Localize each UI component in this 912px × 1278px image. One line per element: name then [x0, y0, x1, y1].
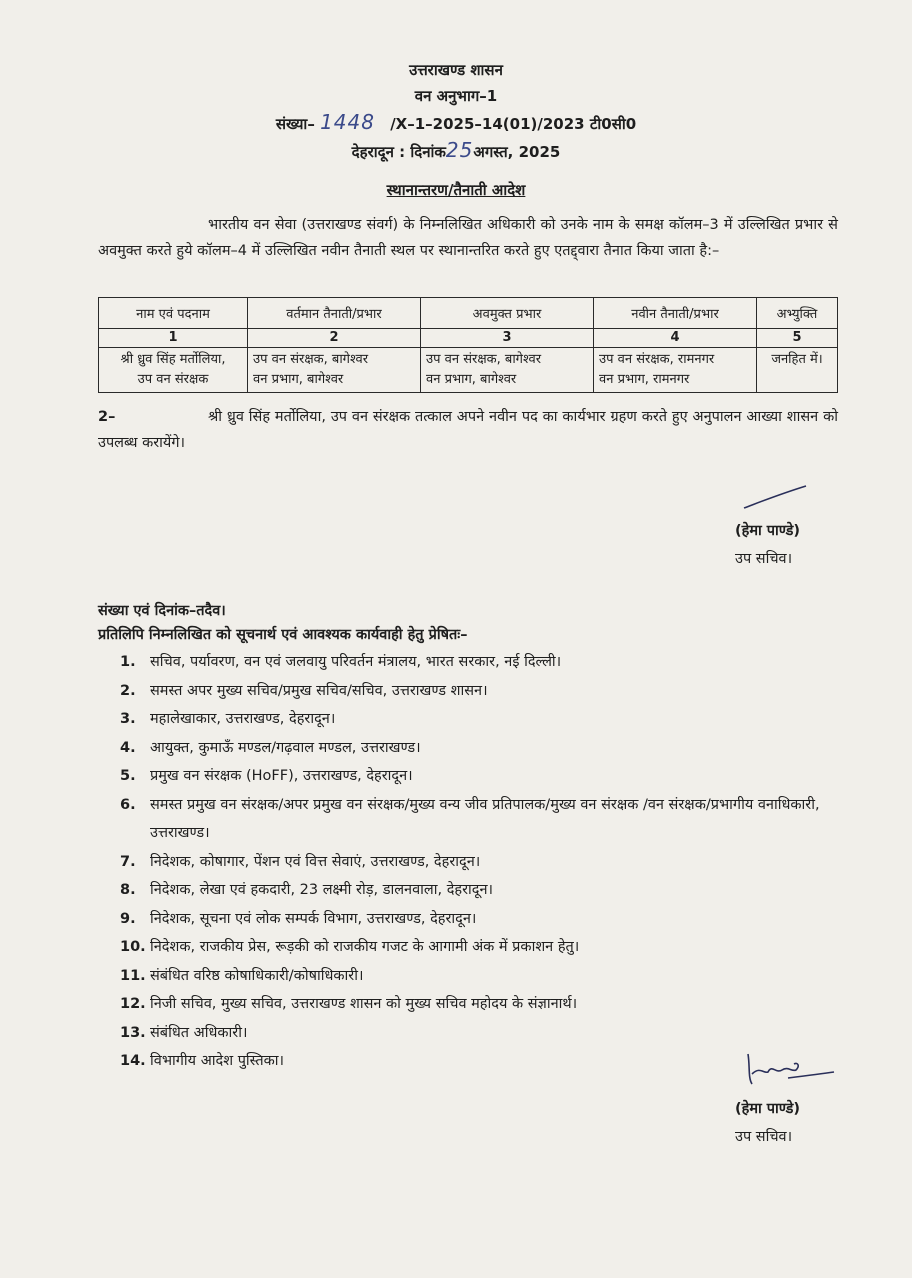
- recipient-list: [120, 648, 860, 1076]
- list-item: [120, 990, 860, 1019]
- order-date: [0, 138, 912, 162]
- list-item-text: विभागीय आदेश पुस्तिका।: [150, 1053, 284, 1069]
- list-item-text: निदेशक, कोषागार, पेंशन एवं वित्त सेवाएं, उत्तराखण्ड, देहरादून।: [150, 853, 481, 870]
- list-item: [120, 933, 860, 962]
- column-number: 4: [594, 329, 757, 348]
- list-item: [120, 791, 860, 848]
- list-item-text: प्रमुख वन संरक्षक (HoFF), उत्तराखण्ड, देहरादून।: [150, 768, 413, 784]
- order-title: स्थानान्तरण/तैनाती आदेश: [386, 181, 526, 199]
- new-posting-line1: उप वन संरक्षक, रामनगर: [599, 352, 715, 367]
- list-item-text: महालेखाकार, उत्तराखण्ड, देहरादून।: [150, 711, 336, 727]
- copy-to-heading: प्रतिलिपि निम्नलिखित को सूचनार्थ एवं आवश्यक कार्यवाही हेतु प्रेषितः–: [98, 627, 468, 643]
- copy-reference: संख्या एवं दिनांक–तदैव।: [98, 603, 226, 619]
- officer-name: श्री ध्रुव सिंह मर्तोलिया,: [120, 352, 226, 367]
- table-header-cell: अवमुक्त प्रभार: [421, 298, 594, 329]
- column-number: 5: [757, 329, 838, 348]
- table-header-cell: नवीन तैनाती/प्रभार: [594, 298, 757, 329]
- order-number-prefix: संख्या–: [275, 115, 315, 133]
- list-item-number: 14.: [120, 1053, 146, 1069]
- relieved-charge-cell: [421, 348, 594, 393]
- table-header-row: [99, 298, 838, 329]
- order-date-suffix: अगस्त, 2025: [473, 143, 561, 161]
- order-number: [0, 110, 912, 134]
- section-heading: वन अनुभाग–1: [414, 87, 498, 105]
- list-item-number: 4.: [120, 739, 136, 756]
- list-item-text: आयुक्त, कुमाऊँ मण्डल/गढ़वाल मण्डल, उत्तराखण्ड।: [150, 739, 421, 756]
- relieved-charge-line2: वन प्रभाग, बागेश्वर: [426, 372, 517, 387]
- signature-stroke-2: [738, 1044, 838, 1090]
- column-number: 3: [421, 329, 594, 348]
- transfer-table: [98, 297, 838, 393]
- paragraph-2-number: 2–: [98, 409, 116, 425]
- list-item-number: 8.: [120, 882, 136, 898]
- list-item-number: 3.: [120, 711, 136, 727]
- table-header-cell: अभ्युक्ति: [757, 298, 838, 329]
- officer-name-cell: [99, 348, 248, 393]
- list-item-text: समस्त अपर मुख्य सचिव/प्रमुख सचिव/सचिव, उत्तराखण्ड शासन।: [150, 682, 488, 699]
- order-date-prefix: देहरादून : दिनांक: [351, 143, 446, 161]
- paragraph-2-text: श्री ध्रुव सिंह मर्तोलिया, उप वन संरक्षक तत्काल अपने नवीन पद का कार्यभार ग्रहण करते हुए अनुपालन आख्या शासन को उपलब्ध करायेंगे।: [98, 409, 838, 451]
- signatory-designation-1: उप सचिव।: [735, 551, 793, 567]
- new-posting-line2: वन प्रभाग, रामनगर: [599, 372, 690, 387]
- order-date-handwritten: 25: [445, 138, 474, 162]
- paragraph-2: [98, 404, 838, 456]
- list-item-text: सचिव, पर्यावरण, वन एवं जलवायु परिवर्तन मंत्रालय, भारत सरकार, नई दिल्ली।: [150, 654, 562, 670]
- order-number-suffix: /X–1–2025–14(01)/2023 टी0सी0: [390, 115, 637, 133]
- column-number: 2: [248, 329, 421, 348]
- list-item-number: 7.: [120, 853, 136, 870]
- list-item-text: निजी सचिव, मुख्य सचिव, उत्तराखण्ड शासन को मुख्य सचिव महोदय के संज्ञानार्थ।: [150, 996, 578, 1012]
- relieved-charge-line1: उप वन संरक्षक, बागेश्वर: [426, 352, 542, 367]
- govt-heading: उत्तराखण्ड शासन: [409, 61, 503, 79]
- list-item: [120, 734, 860, 763]
- signatory-designation-2: उप सचिव।: [735, 1129, 793, 1145]
- new-posting-cell: [594, 348, 757, 393]
- officer-designation: उप वन संरक्षक: [137, 372, 209, 387]
- signatory-name-1: (हेमा पाण्डे): [735, 523, 801, 539]
- list-item-number: 5.: [120, 768, 136, 784]
- list-item-text: संबंधित वरिष्ठ कोषाधिकारी/कोषाधिकारी।: [150, 967, 364, 984]
- list-item: [120, 677, 860, 706]
- list-item-number: 11.: [120, 967, 146, 984]
- signature-stroke-1: [740, 482, 810, 512]
- list-item: [120, 648, 860, 677]
- table-header-cell: वर्तमान तैनाती/प्रभार: [248, 298, 421, 329]
- list-item-text: निदेशक, राजकीय प्रेस, रूड़की को राजकीय गजट के आगामी अंक में प्रकाशन हेतु।: [150, 939, 580, 955]
- list-item: [120, 705, 860, 734]
- list-item: [120, 905, 860, 934]
- list-item: [120, 762, 860, 791]
- column-number: 1: [99, 329, 248, 348]
- list-item-number: 10.: [120, 939, 146, 955]
- remarks-cell: जनहित में।: [757, 348, 838, 393]
- list-item-number: 13.: [120, 1024, 146, 1041]
- list-item: [120, 1019, 860, 1048]
- list-item-number: 2.: [120, 682, 136, 699]
- current-posting-line1: उप वन संरक्षक, बागेश्वर: [253, 352, 369, 367]
- table-number-row: [99, 329, 838, 348]
- table-header-cell: नाम एवं पदनाम: [99, 298, 248, 329]
- list-item: [120, 848, 860, 877]
- list-item-number: 9.: [120, 910, 136, 927]
- list-item: [120, 962, 860, 991]
- current-posting-cell: [248, 348, 421, 393]
- list-item-text: संबंधित अधिकारी।: [150, 1024, 248, 1041]
- table-row: [99, 348, 838, 393]
- intro-paragraph: भारतीय वन सेवा (उत्तराखण्ड संवर्ग) के निम्नलिखित अधिकारी को उनके नाम के समक्ष कॉलम–3 में उल्लिखित प्रभार से अवमुक्त करते हुये कॉलम–4 में उल्लिखित नवीन तैनाती स्थल पर स्थानान्तरित करते हुए एतद्द्वारा तैनात किया जाता है:–: [98, 217, 838, 259]
- signatory-name-2: (हेमा पाण्डे): [735, 1101, 801, 1117]
- current-posting-line2: वन प्रभाग, बागेश्वर: [253, 372, 344, 387]
- list-item-number: 1.: [120, 654, 136, 670]
- list-item-text: निदेशक, सूचना एवं लोक सम्पर्क विभाग, उत्तराखण्ड, देहरादून।: [150, 910, 477, 927]
- list-item-text: समस्त प्रमुख वन संरक्षक/अपर प्रमुख वन संरक्षक/मुख्य वन्य जीव प्रतिपालक/मुख्य वन संरक्षक /वन संरक्षक/प्रभागीय वनाधिकारी, उत्तराखण्ड।: [150, 796, 820, 841]
- list-item-number: 12.: [120, 996, 146, 1012]
- list-item-number: 6.: [120, 796, 136, 813]
- list-item-text: निदेशक, लेखा एवं हकदारी, 23 लक्ष्मी रोड़, डालनवाला, देहरादून।: [150, 882, 494, 898]
- order-number-handwritten: 1448: [320, 110, 375, 134]
- list-item: [120, 876, 860, 905]
